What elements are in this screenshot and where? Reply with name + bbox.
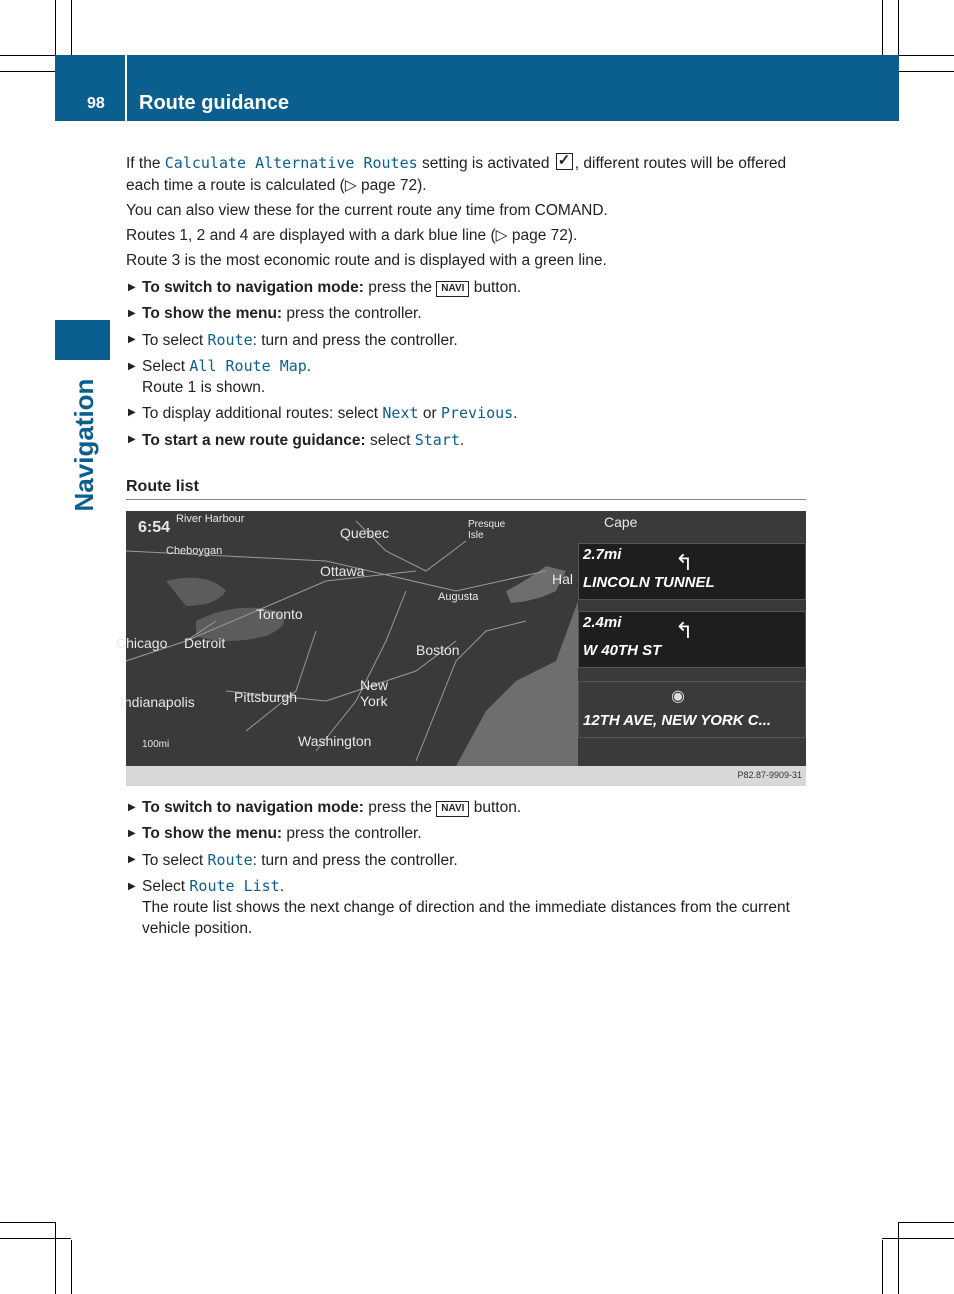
crop-mark — [882, 0, 883, 55]
map-label: Presque Isle — [468, 519, 506, 541]
page-title: Route guidance — [139, 92, 290, 114]
map-scale: 100mi — [142, 739, 170, 750]
section-heading: Route list — [126, 478, 806, 500]
text: select — [365, 432, 415, 449]
figure-id: P82.87-9909-31 — [737, 770, 802, 780]
menu-item-route: Route — [207, 851, 253, 869]
text: : turn and press the controller. — [252, 852, 458, 869]
page-header — [55, 55, 899, 121]
step-item — [126, 402, 806, 425]
checkbox-checked-icon — [556, 153, 573, 170]
crop-mark — [898, 1222, 899, 1294]
route-map-screenshot — [116, 511, 806, 786]
route-street: W 40TH ST — [583, 642, 662, 659]
step-item — [126, 429, 806, 452]
step-item — [126, 797, 806, 819]
crop-mark — [899, 71, 954, 72]
map-label: Cape — [604, 514, 638, 530]
map-label: Boston — [416, 642, 460, 658]
step-item — [126, 876, 806, 939]
text: : turn and press the controller. — [252, 332, 458, 349]
crop-mark — [0, 1238, 71, 1239]
step-heading: To start a new route guidance: — [142, 432, 366, 449]
map-label: Augusta — [438, 591, 479, 603]
text: . — [513, 405, 518, 422]
route-street: 12TH AVE, NEW YORK C... — [583, 712, 772, 729]
text: Select — [142, 358, 190, 375]
navi-key: NAVI — [436, 801, 469, 817]
navi-key: NAVI — [436, 281, 469, 297]
text: If the — [126, 155, 165, 172]
crop-mark — [0, 71, 55, 72]
crop-mark — [899, 55, 954, 56]
menu-item-previous: Previous — [440, 404, 514, 422]
map-label: Toronto — [256, 606, 303, 622]
route-street: LINCOLN TUNNEL — [583, 574, 715, 591]
menu-item-next: Next — [382, 404, 419, 422]
text: , different routes will be offered each time a route is calculated (▷ page 72). — [126, 155, 787, 194]
menu-item-route: Route — [207, 331, 253, 349]
crop-mark — [898, 0, 899, 55]
body-text — [126, 152, 806, 456]
map-label: River Harbour — [176, 513, 245, 525]
crop-mark — [55, 0, 56, 55]
menu-item-route-list: Route List — [189, 877, 280, 895]
body-text — [126, 797, 806, 943]
chapter-label: Navigation — [69, 378, 99, 512]
map-label: Indianapolis — [120, 694, 195, 710]
paragraph: You can also view these for the current route any time from COMAND. — [126, 202, 608, 219]
step-item — [126, 356, 806, 398]
text: To select — [142, 852, 208, 869]
text: . — [459, 432, 465, 449]
crop-mark — [882, 1238, 954, 1239]
step-heading: To show the menu: — [142, 305, 283, 322]
text: . — [279, 878, 285, 895]
route-list-entry — [578, 681, 806, 738]
map-label: Pittsburgh — [234, 689, 298, 705]
step-item — [126, 303, 806, 325]
text: . — [306, 358, 312, 375]
step-heading: To show the menu: — [142, 825, 283, 842]
map-label: Cheboygan — [166, 545, 223, 557]
map-label: New York — [360, 677, 389, 709]
step-item — [126, 849, 806, 872]
crop-mark — [71, 0, 72, 55]
text: button. — [469, 799, 522, 816]
crop-mark — [71, 1240, 72, 1294]
map-label: Hal — [552, 571, 574, 587]
text: To select — [142, 332, 208, 349]
intro-paragraph — [126, 152, 806, 197]
header-divider — [125, 55, 127, 121]
map-label: Quebec — [340, 525, 390, 541]
crop-mark — [55, 1222, 56, 1294]
text: press the controller. — [282, 825, 422, 842]
text: setting is activated — [417, 155, 554, 172]
step-note: Route 1 is shown. — [142, 379, 266, 396]
text: press the — [363, 799, 437, 816]
text: press the — [363, 279, 437, 296]
map-label: Chicago — [116, 635, 168, 651]
paragraph: Routes 1, 2 and 4 are displayed with a dark blue line (▷ page 72). — [126, 227, 578, 244]
crop-mark — [899, 1222, 954, 1223]
map-label: Washington — [298, 733, 372, 749]
step-note: The route list shows the next change of direction and the immediate distances from the current vehicle position. — [142, 899, 790, 937]
step-item — [126, 277, 806, 299]
clock: 6:54 — [138, 519, 171, 536]
crop-mark — [0, 1222, 55, 1223]
step-item — [126, 823, 806, 845]
route-list-entry — [578, 543, 806, 600]
map-label: Ottawa — [320, 563, 365, 579]
route-distance: 2.7mi — [583, 546, 622, 563]
destination-flag-icon: ◉ — [671, 688, 685, 705]
menu-item-start: Start — [414, 431, 460, 449]
step-heading: To switch to navigation mode: — [142, 279, 364, 296]
chapter-tab — [55, 320, 110, 360]
crop-mark — [882, 1240, 883, 1294]
crop-mark — [0, 55, 55, 56]
text: Select — [142, 878, 190, 895]
setting-name: Calculate Alternative Routes — [164, 154, 418, 172]
menu-item-all-route-map: All Route Map — [189, 357, 307, 375]
figure-caption-bar — [126, 766, 806, 786]
text: To display additional routes: select — [142, 405, 383, 422]
step-item — [126, 329, 806, 352]
text: press the controller. — [282, 305, 422, 322]
turn-arrow-icon: ↰ — [675, 618, 694, 643]
page-number: 98 — [87, 95, 105, 112]
turn-arrow-icon: ↰ — [675, 550, 694, 575]
text: or — [418, 405, 441, 422]
route-distance: 2.4mi — [583, 614, 622, 631]
route-list-entry — [578, 611, 806, 668]
text: button. — [469, 279, 522, 296]
step-heading: To switch to navigation mode: — [142, 799, 364, 816]
map-label: Detroit — [184, 635, 226, 651]
paragraph: Route 3 is the most economic route and is displayed with a green line. — [126, 252, 607, 269]
